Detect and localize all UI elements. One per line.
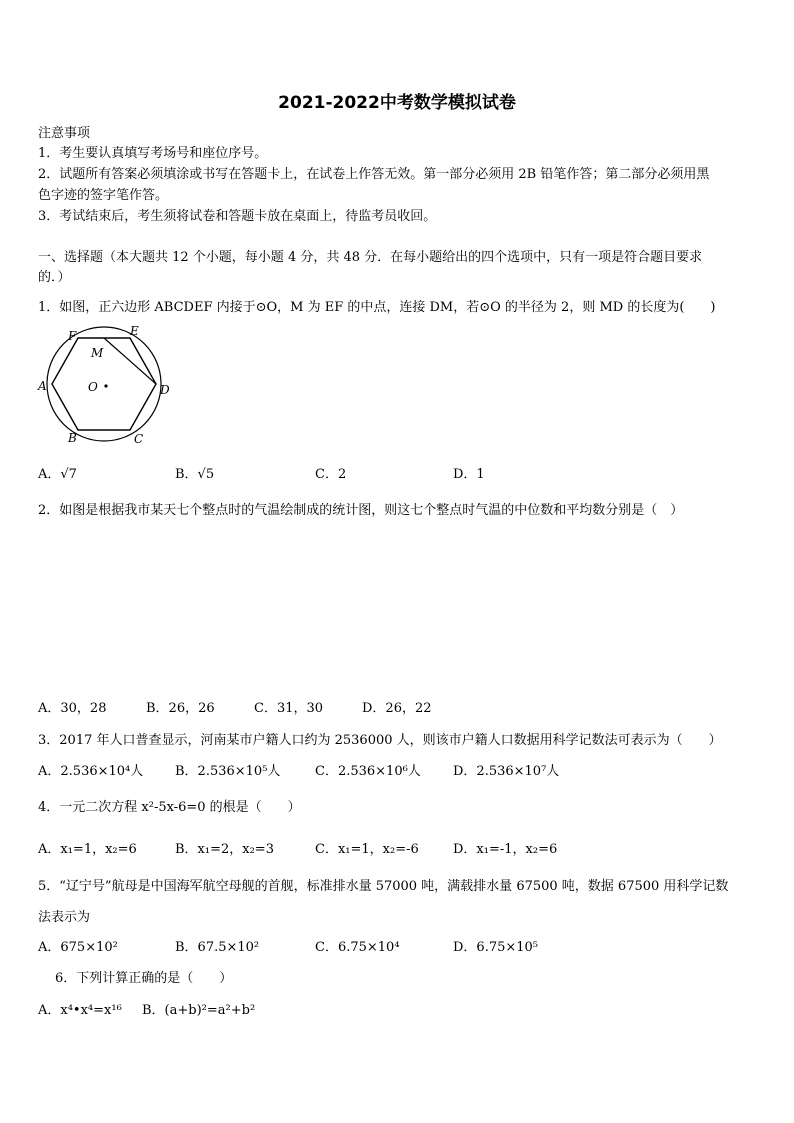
q3-choice-a: A．2.536×10⁴人 — [38, 764, 144, 779]
q4-choice-a: A．x₁=1，x₂=6 — [38, 842, 137, 857]
label-m: M — [91, 346, 104, 360]
question-5-stem-cont: 法表示为 — [38, 910, 91, 925]
label-o: O — [88, 380, 98, 394]
q5-choice-c: C．6.75×10⁴ — [315, 940, 400, 955]
notice-heading: 注意事项 — [38, 126, 91, 141]
q1-choice-d: D．1 — [453, 467, 485, 482]
question-1-stem: 1．如图，正六边形 ABCDEF 内接于⊙O，M 为 EF 的中点，连接 DM，若⊙O 的半径为 2，则 MD 的长度为( ) — [38, 300, 716, 315]
q6-choice-b: B．(a+b)²=a²+b² — [142, 1003, 256, 1018]
notice-item: 1．考生要认真填写考场号和座位序号。 — [38, 146, 268, 161]
q1-choice-a: A．√7 — [38, 467, 77, 482]
notice-item: 2．试题所有答案必须填涂或书写在答题卡上，在试卷上作答无效。第一部分必须用 2B 铅笔作答；第二部分必须用黑 — [38, 167, 710, 182]
section-heading: 一、选择题（本大题共 12 个小题，每小题 4 分，共 48 分．在每小题给出的四个选项中，只有一项是符合题目要求 — [38, 250, 703, 265]
section-heading-cont: 的．） — [38, 270, 71, 285]
question-4-stem: 4．一元二次方程 x²-5x-6=0 的根是（ ） — [38, 800, 301, 815]
q2-choice-a: A．30，28 — [38, 701, 107, 716]
q4-choice-d: D．x₁=-1，x₂=6 — [453, 842, 558, 857]
q5-choice-d: D．6.75×10⁵ — [453, 940, 539, 955]
circle-o — [47, 327, 161, 441]
q4-choice-b: B．x₁=2，x₂=3 — [175, 842, 274, 857]
label-b: B — [68, 431, 77, 445]
question-3-stem: 3．2017 年人口普查显示，河南某市户籍人口约为 2536000 人，则该市户籍人口数据用科学记数法可表示为（ ） — [38, 733, 722, 748]
label-d: D — [160, 383, 170, 397]
q6-choice-a: A．x⁴•x⁴=x¹⁶ — [38, 1003, 122, 1018]
q3-choice-d: D．2.536×10⁷人 — [453, 764, 560, 779]
label-a: A — [38, 379, 47, 393]
q4-choice-c: C．x₁=1，x₂=-6 — [315, 842, 419, 857]
label-c: C — [134, 432, 144, 446]
center-point — [104, 384, 107, 387]
q5-choice-a: A．675×10² — [38, 940, 118, 955]
hexagon-abcdef — [52, 338, 156, 430]
q3-choice-b: B．2.536×10⁵人 — [175, 764, 281, 779]
page-title: 2021-2022中考数学模拟试卷 — [278, 93, 516, 113]
notice-item: 3．考试结束后，考生须将试卷和答题卡放在桌面上，待监考员收回。 — [38, 209, 437, 224]
q3-choice-c: C．2.536×10⁶人 — [315, 764, 421, 779]
label-e: E — [130, 324, 139, 338]
q1-choice-c: C．2 — [315, 467, 347, 482]
question-2-stem: 2．如图是根据我市某天七个整点时的气温绘制成的统计图，则这七个整点时气温的中位数和平均数分别是（ ） — [38, 503, 684, 518]
q2-choice-b: B．26，26 — [146, 701, 215, 716]
question-6-stem: 6．下列计算正确的是（ ） — [55, 971, 233, 986]
q2-choice-c: C．31，30 — [254, 701, 324, 716]
label-f: F — [68, 329, 77, 343]
question-5-stem: 5．“辽宁号”航母是中国海军航空母舰的首舰，标准排水量 57000 吨，满载排水量 67500 吨，数据 67500 用科学记数 — [38, 879, 729, 894]
q2-choice-d: D．26，22 — [362, 701, 432, 716]
q1-choice-b: B．√5 — [175, 467, 215, 482]
segment-md — [104, 338, 156, 384]
q5-choice-b: B．67.5×10² — [175, 940, 260, 955]
hexagon-figure — [34, 322, 174, 450]
notice-item: 色字迹的签字笔作答。 — [38, 188, 169, 203]
